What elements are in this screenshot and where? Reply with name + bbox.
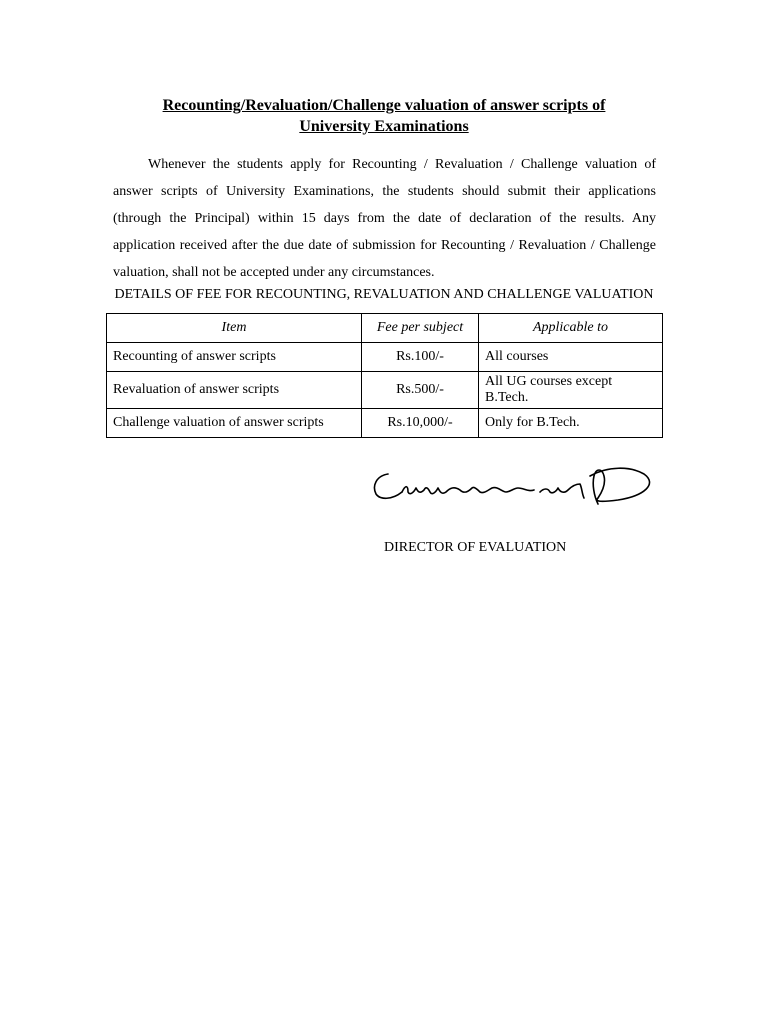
- table-row: [107, 372, 663, 409]
- item-cell: Recounting of answer scripts: [107, 343, 362, 372]
- header-fee-per-subject: Fee per subject: [362, 314, 479, 343]
- fee-cell: Rs.100/-: [362, 343, 479, 372]
- fee-table-header-row: [107, 314, 663, 343]
- applicable-cell: All UG courses except B.Tech.: [479, 372, 663, 409]
- applicable-cell: All courses: [479, 343, 663, 372]
- item-cell: Challenge valuation of answer scripts: [107, 409, 362, 438]
- handwritten-signature: [368, 462, 658, 518]
- fee-table: [106, 313, 663, 438]
- header-applicable-to: Applicable to: [479, 314, 663, 343]
- fee-cell: Rs.500/-: [362, 372, 479, 409]
- header-item: Item: [107, 314, 362, 343]
- title-line-1: Recounting/Revaluation/Challenge valuation of answer scripts of: [162, 97, 606, 114]
- fee-details-heading: DETAILS OF FEE FOR RECOUNTING, REVALUATION AND CHALLENGE VALUATION: [114, 287, 654, 302]
- table-row: [107, 343, 663, 372]
- fee-cell: Rs.10,000/-: [362, 409, 479, 438]
- applicable-cell: Only for B.Tech.: [479, 409, 663, 438]
- signatory-designation: DIRECTOR OF EVALUATION: [384, 540, 567, 555]
- item-cell: Revaluation of answer scripts: [107, 372, 362, 409]
- document-title: [106, 95, 662, 137]
- instructions-paragraph: Whenever the students apply for Recounting / Revaluation / Challenge valuation of answer scripts of University Examinations, the students should submit their applications (through the Principal) within 15 days from the date of declaration of the results. Any application received after the due date of submission for Recounting / Revaluation / Challenge valuation, shall not be accepted under any circumstances.: [113, 157, 656, 280]
- table-row: [107, 409, 663, 438]
- title-line-2: University Examinations: [299, 118, 469, 135]
